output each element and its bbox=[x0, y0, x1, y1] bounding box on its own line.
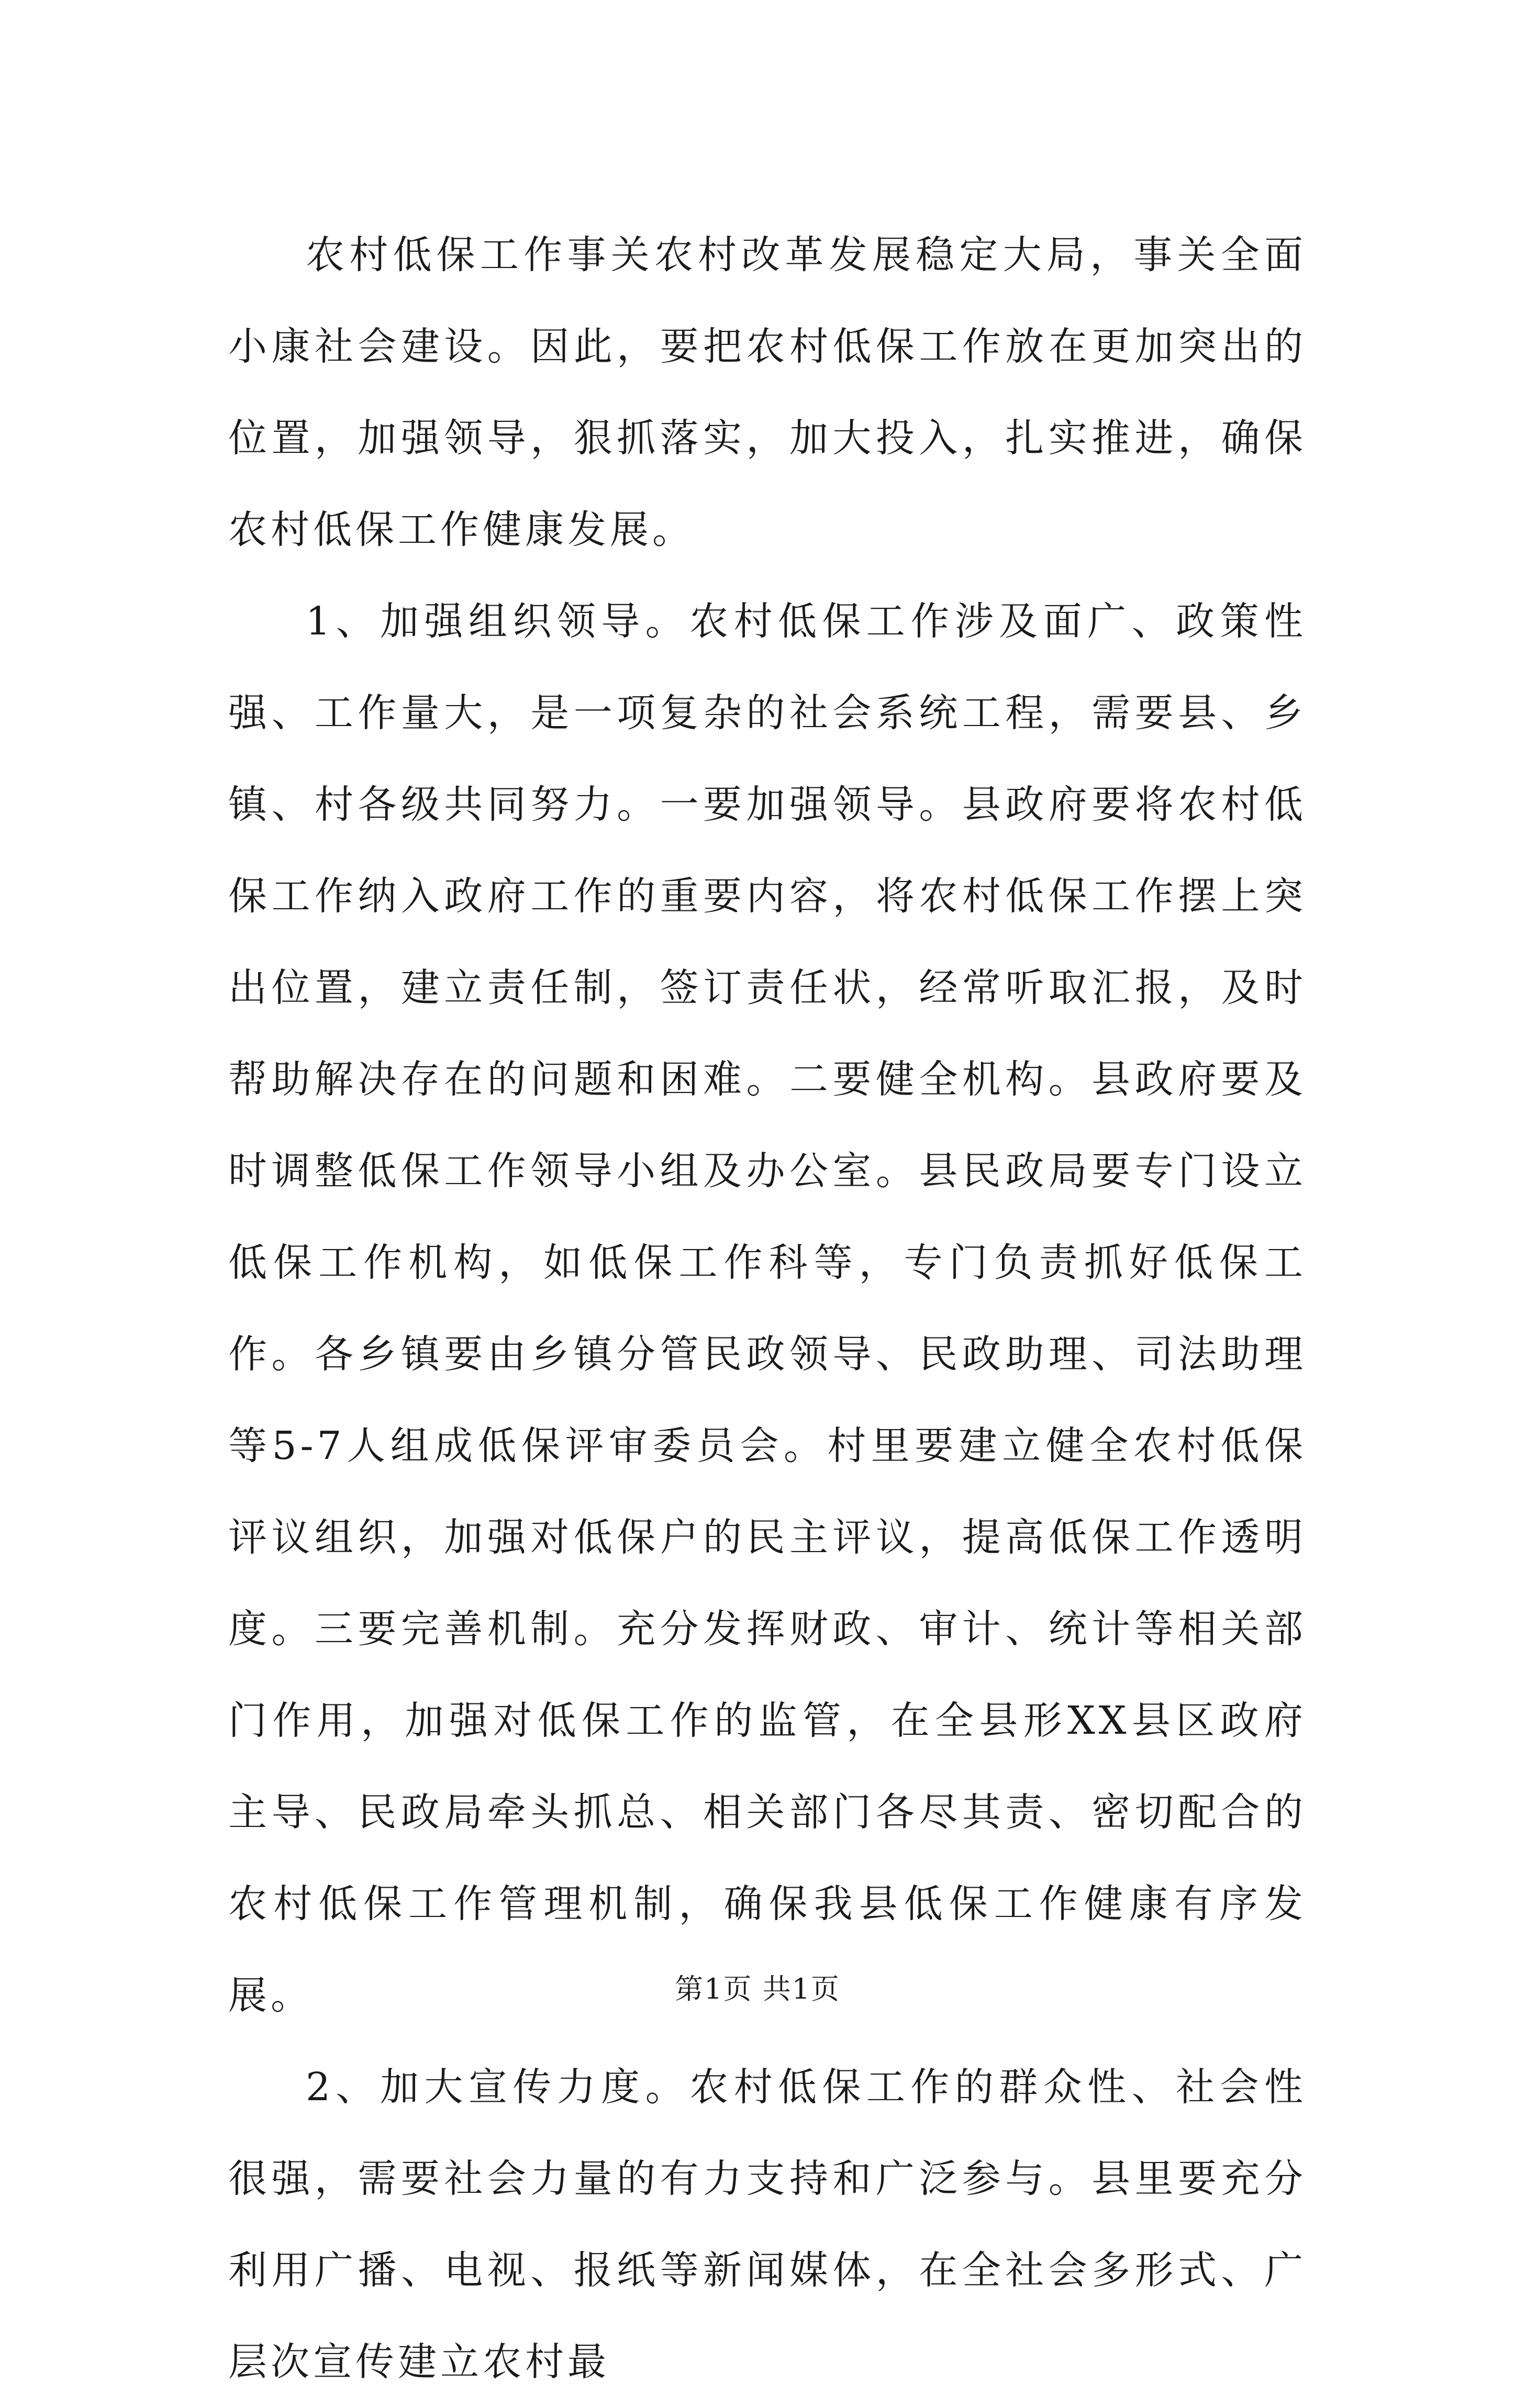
paragraph-organization-leadership: 1、加强组织领导。农村低保工作涉及面广、政策性强、工作量大，是一项复杂的社会系统工程，需要县、乡镇、村各级共同努力。一要加强领导。县政府要将农村低保工作纳入政府工作的重要内容，将农村低保工作摆上突出位置，建立责任制，签订责任状，经常听取汇报，及时帮助解决存在的问题和困难。二要健全机构。县政府要及时调整低保工作领导小组及办公室。县民政局要专门设立低保工作机构，如低保工作科等，专门负责抓好低保工作。各乡镇要由乡镇分管民政领导、民政助理、司法助理等5-7人组成低保评审委员会。村里要建立健全农村低保评议组织，加强对低保户的民主评议，提高低保工作透明度。三要完善机制。充分发挥财政、审计、统计等相关部门作用，加强对低保工作的监管，在全县形XX县区政府主导、民政局牵头抓总、相关部门各尽其责、密切配合的农村低保工作管理机制，确保我县低保工作健康有序发展。 bbox=[228, 599, 1307, 2018]
page-footer: 第1页 共1页 bbox=[675, 1972, 840, 2005]
paragraph-intro: 农村低保工作事关农村改革发展稳定大局，事关全面小康社会建设。因此，要把农村低保工作放在更加突出的位置，加强领导，狠抓落实，加大投入，扎实推进，确保农村低保工作健康发展。 bbox=[228, 232, 1307, 552]
paragraph-publicity: 2、加大宣传力度。农村低保工作的群众性、社会性很强，需要社会力量的有力支持和广泛参与。县里要充分利用广播、电视、报纸等新闻媒体，在全社会多形式、广层次宣传建立农村最 bbox=[228, 2065, 1307, 2384]
document-body bbox=[228, 209, 1307, 2408]
